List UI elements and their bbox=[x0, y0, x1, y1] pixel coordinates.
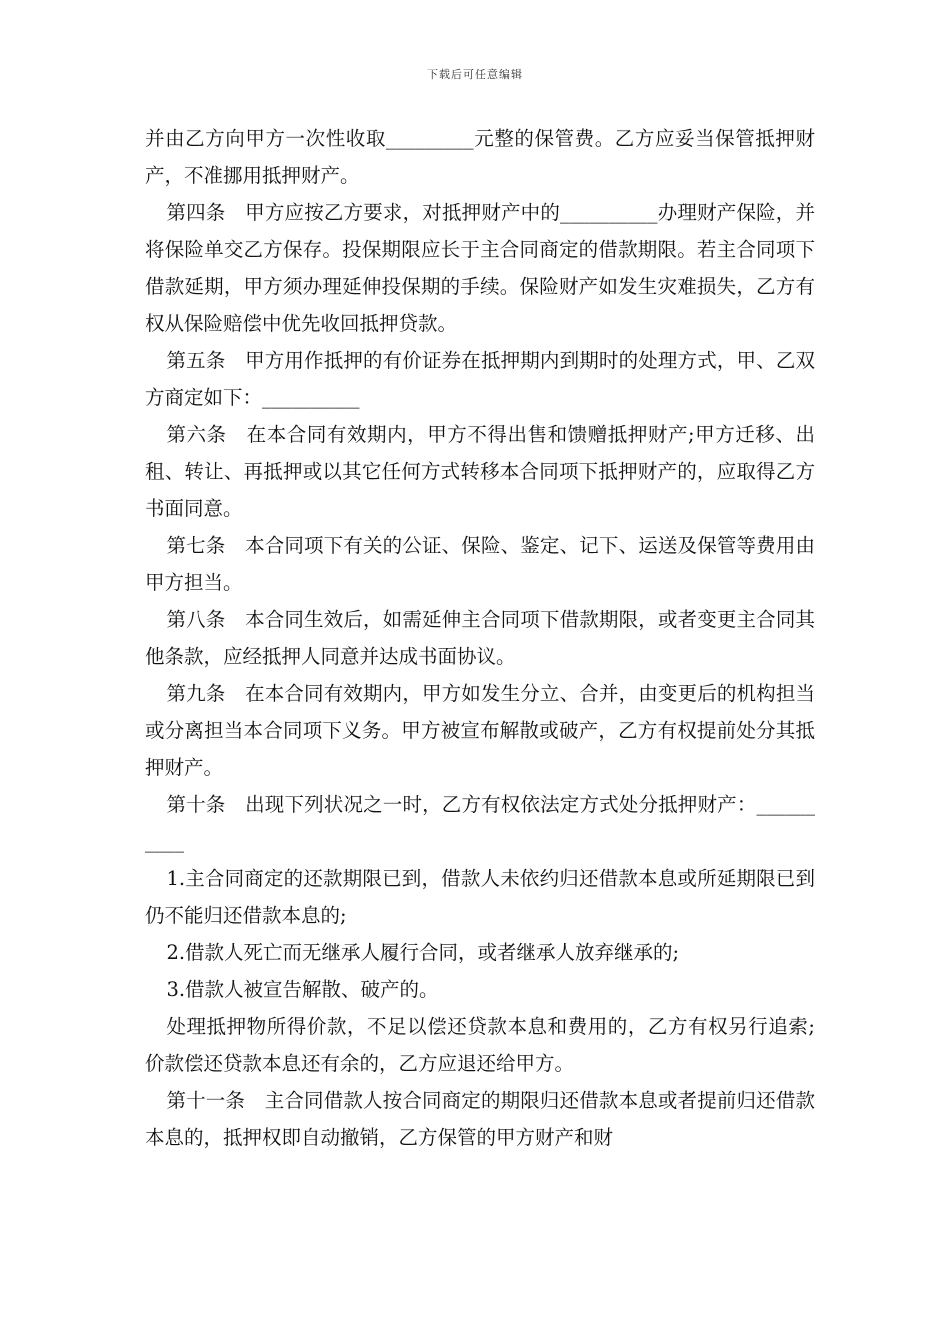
paragraph-article-10: 第十条 出现下列状况之一时，乙方有权依法定方式处分抵押财产：__________ bbox=[145, 793, 815, 853]
paragraph-article-9: 第九条 在本合同有效期内，甲方如发生分立、合并，由变更后的机构担当或分离担当本合同项下义务。甲方被宣布解散或破产，乙方有权提前处分其抵押财产。 bbox=[145, 682, 815, 779]
list-item-3: 3.借款人被宣告解散、破产的。 bbox=[166, 978, 439, 1001]
paragraph-article-5: 第五条 甲方用作抵押的有价证券在抵押期内到期时的处理方式，甲、乙双方商定如下：__________ bbox=[145, 349, 815, 409]
page-header: 下载后可任意编辑 bbox=[427, 68, 523, 81]
list-item-1: 1.主合同商定的还款期限已到，借款人未依约归还借款本息或所延期限已到仍不能归还借款本息的; bbox=[145, 867, 815, 927]
document-body bbox=[145, 120, 815, 1156]
paragraph-disposal: 处理抵押物所得价款，不足以偿还贷款本息和费用的，乙方有权另行追索;价款偿还贷款本息还有余的，乙方应退还给甲方。 bbox=[145, 1015, 815, 1075]
list-item-2: 2.借款人死亡而无继承人履行合同，或者继承人放弃继承的; bbox=[166, 941, 680, 964]
paragraph-article-11: 第十一条 主合同借款人按合同商定的期限归还借款本息或者提前归还借款本息的，抵押权即自动撤销，乙方保管的甲方财产和财 bbox=[145, 1089, 815, 1149]
paragraph-1: 并由乙方向甲方一次性收取_________元整的保管费。乙方应妥当保管抵押财产，不准挪用抵押财产。 bbox=[145, 127, 815, 187]
paragraph-article-4: 第四条 甲方应按乙方要求，对抵押财产中的__________办理财产保险，并将保险单交乙方保存。投保期限应长于主合同商定的借款期限。若主合同项下借款延期，甲方须办理延伸投保期的手续。保险财产如发生灾难损失，乙方有权从保险赔偿中优先收回抵押贷款。 bbox=[145, 201, 815, 335]
paragraph-article-7: 第七条 本合同项下有关的公证、保险、鉴定、记下、运送及保管等费用由甲方担当。 bbox=[145, 534, 815, 594]
paragraph-article-8: 第八条 本合同生效后，如需延伸主合同项下借款期限，或者变更主合同其他条款，应经抵押人同意并达成书面协议。 bbox=[145, 608, 815, 668]
paragraph-article-6: 第六条 在本合同有效期内，甲方不得出售和馈赠抵押财产;甲方迁移、出租、转让、再抵押或以其它任何方式转移本合同项下抵押财产的，应取得乙方书面同意。 bbox=[145, 423, 815, 520]
